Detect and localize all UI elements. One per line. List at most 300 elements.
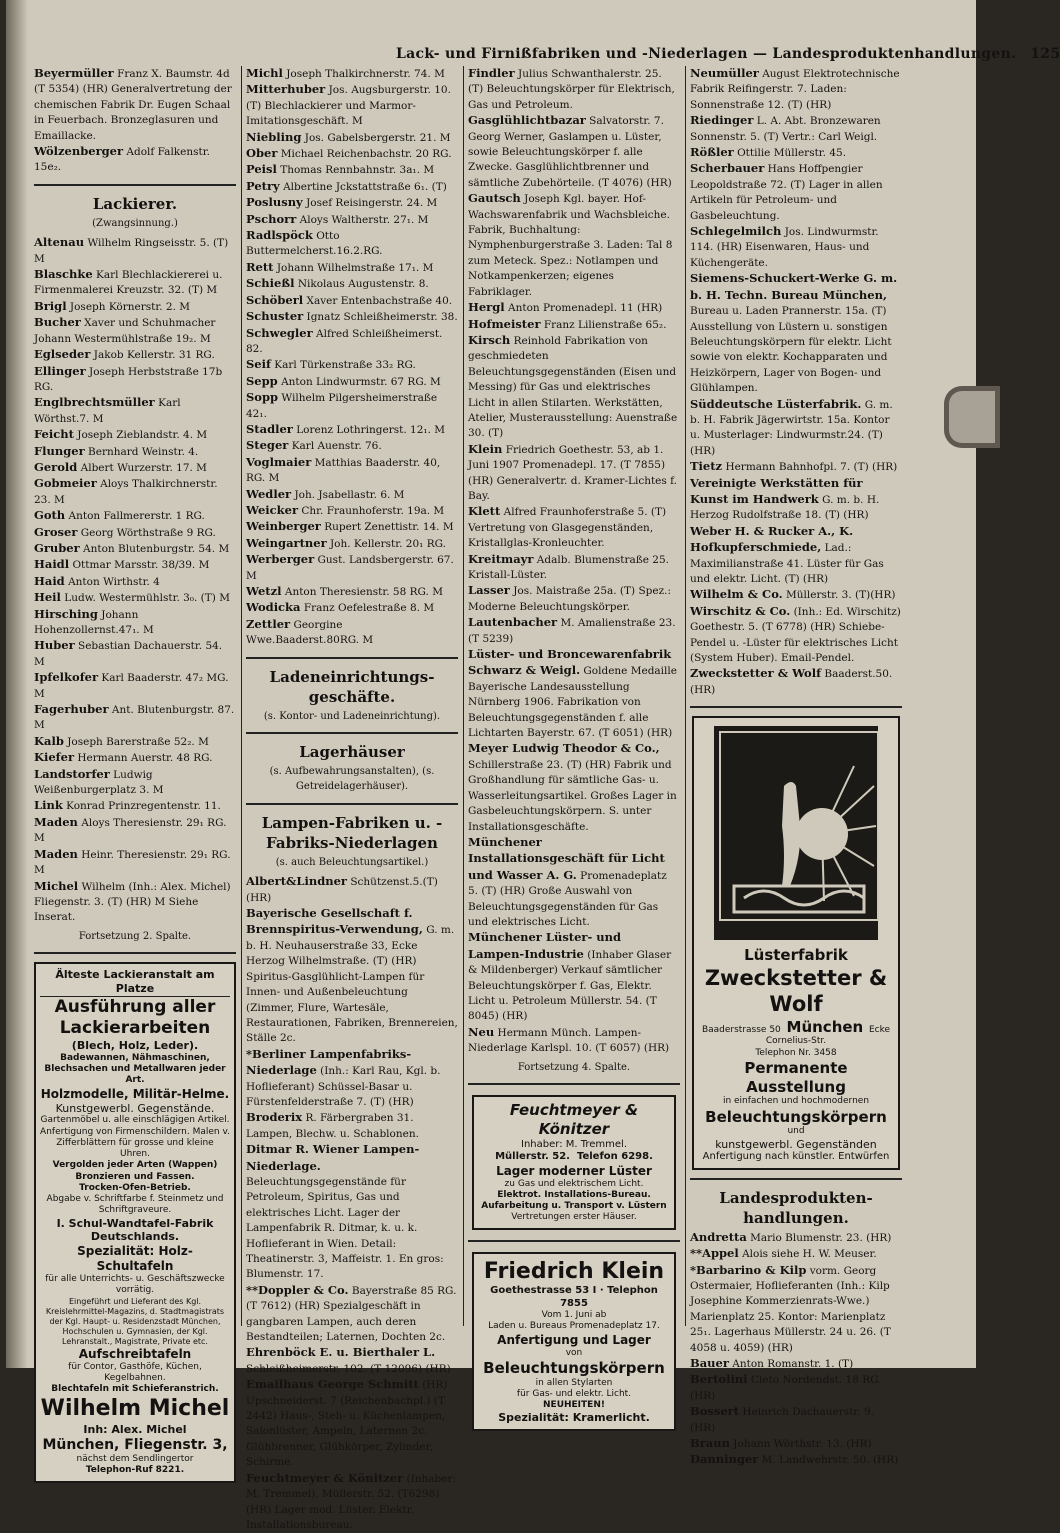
entry-name: Beyermüller	[34, 66, 114, 80]
entry-text: Otto Buttermelcherst.16.2.RG.	[246, 230, 383, 258]
ad-line: Trocken-Ofen-Betrieb.	[79, 1182, 191, 1193]
entry-text: Joseph Körnerstr. 2. M	[69, 300, 191, 313]
entry-name: Bayerische Gesellschaft f. Brennspiritus-Verwendung,	[246, 906, 423, 937]
entry-name: Mitterhuber	[246, 82, 326, 97]
entry-text: Franz Oefelestraße 8. M	[303, 602, 435, 615]
entry-text: Anton Wirthstr. 4	[68, 575, 160, 588]
directory-entry	[468, 191, 680, 300]
column-3	[468, 66, 680, 1441]
landesprodukten-entries	[690, 1230, 902, 1469]
entry-text: Anton Fallmererstr. 1 RG.	[68, 510, 205, 523]
ad-line: NEUHEITEN!	[543, 1400, 605, 1410]
entry-name: Weicker	[246, 502, 299, 517]
entry-name: Gerold	[34, 459, 78, 474]
entry-text: Jos. Lindwurmstr. 114. (HR) Eisenwaren, Haus- und Küchengeräte.	[690, 226, 879, 269]
entry-text: Johann Wilhelmstraße 17₁. M	[276, 261, 434, 274]
entry-text: Albertine Jckstattstraße 6₁. (T)	[283, 180, 447, 193]
entry-text: Matthias Baaderstr. 40, RG. M	[246, 456, 441, 485]
ad-line: und	[787, 1126, 805, 1137]
lampen-entries	[246, 874, 458, 1533]
entry-text: Adalb. Blumenstraße 25. Kristall-Lüster.	[468, 553, 670, 581]
entry-text: Georg Wörthstraße 9 RG.	[80, 526, 216, 539]
entry-name: Weinberger	[246, 519, 321, 534]
entry-name: Groser	[34, 524, 78, 539]
directory-entry	[690, 1246, 902, 1262]
entry-name: Gruber	[34, 540, 80, 555]
directory-entry	[690, 161, 902, 224]
entry-text: Michael Reichenbachstr. 20 RG.	[280, 148, 452, 161]
ad-line: Holzmodelle, Militär-Helme.	[40, 1086, 230, 1101]
entry-text: Julius Schwanthalerstr. 25. (T) Beleuchtungskörper für Elektrisch, Gas und Petroleum.	[468, 68, 675, 111]
entry-text: Alfred Fraunhoferstraße 5. (T) Vertretung von Glasgegenständen, Kristallglas-Kronleuchter.	[468, 506, 667, 550]
ad-line: Lackierarbeiten	[59, 1017, 211, 1038]
directory-entry	[34, 267, 236, 299]
entry-name: Gasglühlichtbazar	[468, 113, 586, 128]
entry-text: Anton Blutenburgstr. 54. M	[83, 542, 230, 555]
running-title: Lack- und Firnißfabriken und -Niederlagen — Landesproduktenhandlungen.	[396, 46, 1017, 62]
directory-entry	[34, 702, 236, 734]
column-2	[246, 66, 458, 1533]
directory-entry	[468, 647, 680, 741]
section-heading-lackierer: Lackierer.	[92, 194, 178, 213]
column-rule	[241, 66, 242, 1326]
directory-entry	[34, 767, 236, 799]
divider	[468, 1240, 680, 1242]
entry-text: G. m. b. H. Neuhauserstraße 33, Ecke Herzog Wilhelmstraße. (T) (HR) Spiritus-Gasglühlicht-Lampen für Innen- und Außenbeleuchtung (Zimmer, Flure, Wartesäle, Restaurationen, Fabriken, Brennereien, Ställe 2c.	[246, 924, 458, 1045]
column-4	[690, 66, 902, 1469]
directory-entry	[246, 309, 458, 325]
entry-text: Jakob Kellerstr. 31 RG.	[93, 349, 215, 362]
entry-text: Reinhold Fabrikation von geschmiedeten Beleuchtungsgegenständen (Eisen und Messing) für Gas und elektrisches Licht in allen Stilarten. Werkstätten, Atelier, Musterausstellung: Auenstraße 30. (T)	[468, 334, 678, 440]
entry-text: Joseph Thalkirchnerstr. 74. M	[286, 68, 445, 80]
divider	[468, 1083, 680, 1085]
entry-text: M. Amalienstraße 23. (T 5239)	[468, 617, 676, 645]
directory-entry	[468, 66, 680, 113]
entry-name: Weingartner	[246, 535, 327, 550]
entry-name: Hergl	[468, 300, 505, 315]
entry-name: Albert&Lindner	[246, 874, 347, 889]
entry-name: Lüster- und Broncewarenfabrik Schwarz & Weigl.	[468, 647, 672, 678]
ad-line: zu Gas und elektrischem Licht.	[504, 1178, 644, 1189]
directory-entry	[34, 815, 236, 847]
ad-line: (Blech, Holz, Leder).	[71, 1039, 199, 1053]
ad-line: für Contor, Gasthöfe, Küchen, Kegelbahnen.	[68, 1361, 202, 1383]
page-header	[396, 46, 1060, 62]
entry-text: Müllerstr. 3. (T)(HR)	[786, 589, 896, 602]
entry-text: Ottmar Marsstr. 38/39. M	[72, 559, 210, 572]
ad-line: Anfertigung und Lager	[497, 1332, 651, 1347]
ad-line: von	[565, 1347, 583, 1358]
entry-text: Josef Reisingerstr. 24. M	[306, 197, 438, 210]
entry-name: Schwegler	[246, 325, 313, 340]
entry-text: Hans Hoffpengier Leopoldstraße 72. (T) Lager in allen Artikeln für Petroleum- und Gasbeleuchtung.	[690, 163, 883, 222]
directory-entry	[34, 798, 236, 814]
entry-name: Wetzl	[246, 584, 282, 598]
directory-entry	[34, 508, 236, 524]
entry-text: Adolf Falkenstr. 15e₂.	[34, 146, 210, 174]
entry-text: Franz X. Baumstr. 4d (T 5354) (HR) Generalvertretung der chemischen Fabrik Dr. Eugen Schaal in Feuerbach. Bronzeglasuren und Emaillacke.	[34, 68, 232, 142]
entry-text: (HR) Upschneiderst. 7 (Reichenbachpl.) (T 2442) Haus-, Steh- u. Küchenlampen, Salonlüster, Ampeln, Laternen 2c. Glühbrenner, Glühkörper, Zylinder, Schirme.	[246, 1379, 448, 1469]
directory-entry	[246, 276, 458, 292]
entry-name: Kalb	[34, 733, 64, 748]
ad-line: Laden u. Bureaus Promenadeplatz 17.	[488, 1321, 660, 1332]
ad-line: in einfachen und hochmodernen	[722, 1096, 870, 1107]
entry-text: (Inh.: Karl Rau, Kgl. b. Hoflieferant) Schüssel-Basar u. Fürstenfelderstraße 7. (T) (HR)	[246, 1065, 441, 1108]
entry-name: Schlegelmilch	[690, 224, 782, 239]
entry-text: vorm. Georg Ostermaier, Hoflieferanten (Inh.: Kilp Josephine Kommerzienrats-Wwe.) Marienplatz 25. Kontor: Marienplatz 25₁. Lagerhaus Müllerstr. 24 u. 26. (T 4058 u. 4059) (HR)	[690, 1264, 891, 1354]
entry-name: Steger	[246, 438, 289, 453]
entry-text: Friedrich Goethestr. 53, ab 1. Juni 1907 Promenadepl. 17. (T 7855) (HR) Generalvertr. d. Kramer-Lichtes f. Bay.	[468, 443, 677, 502]
directory-entry	[246, 1377, 458, 1470]
entry-name: Bertolini	[690, 1372, 748, 1387]
directory-entry	[246, 584, 458, 600]
entry-text: Thomas Rennbahnstr. 3a₁. M	[280, 164, 435, 177]
entry-name: Weber H. & Rucker A., K. Hofkupferschmiede,	[690, 523, 854, 555]
directory-entry	[246, 390, 458, 422]
entry-text: Anton Theresienstr. 58 RG. M	[284, 586, 443, 598]
entry-text: August Elektrotechnische Fabrik Reifingerstr. 7. Laden: Sonnenstraße 12. (T) (HR)	[690, 68, 900, 111]
directory-entry	[246, 617, 458, 649]
entry-name: Riedinger	[690, 113, 754, 128]
directory-entry	[34, 395, 236, 427]
entry-name: Feicht	[34, 427, 74, 442]
directory-entry	[690, 604, 902, 667]
entry-name: Haidl	[34, 557, 70, 572]
directory-entry	[246, 503, 458, 519]
entry-text: Heinr. Theresienstr. 29₁ RG. M	[34, 848, 231, 877]
directory-entry	[468, 741, 680, 834]
lackierer-entries	[34, 235, 236, 925]
ad-line: Aufschreibtafeln	[78, 1346, 192, 1361]
entry-text: Hermann Auerstr. 48 RG.	[77, 752, 213, 765]
entry-text: L. A. Abt. Bronzewaren Sonnenstr. 5. (T) Vertr.: Carl Weigl.	[690, 115, 881, 143]
directory-entry	[246, 146, 458, 162]
divider	[34, 184, 236, 186]
entry-name: Klett	[468, 504, 501, 519]
ad-line: Ecke Cornelius-Str.	[765, 1024, 891, 1047]
entry-name: Bauer	[690, 1356, 729, 1370]
directory-entry	[34, 607, 236, 639]
entry-name: Sopp	[246, 390, 279, 405]
entry-name: Haid	[34, 573, 65, 588]
ad-feuchtmeyer	[472, 1095, 676, 1230]
section-heading-lampen: Lampen-Fabriken u. -Fabriks-Niederlagen	[261, 813, 443, 852]
entry-text: Hermann Bahnhofpl. 7. (T) (HR)	[725, 461, 898, 474]
directory-entry	[246, 66, 458, 82]
divider	[34, 952, 236, 954]
ad-line: Elektrot. Installations-Bureau.	[497, 1189, 651, 1200]
ad-line: Müllerstr. 52.	[495, 1151, 570, 1162]
entry-name: Danninger	[690, 1452, 759, 1467]
section-heading-lagerhaeuser: Lagerhäuser	[299, 743, 405, 762]
entry-text: Wilhelm Ringseisstr. 5. (T) M	[34, 237, 229, 265]
entry-name: Vereinigte Werkstätten für Kunst im Handwerk	[690, 475, 863, 506]
entry-text: G. m. b. H. Fabrik Jägerwirtstr. 15a. Kontor u. Musterlager: Lindwurmstr.24. (T)(HR)	[690, 398, 893, 457]
entry-name: Michl	[246, 66, 283, 80]
directory-entry	[246, 1142, 458, 1283]
entry-text: Chr. Fraunhoferstr. 19a. M	[301, 504, 445, 517]
directory-entry	[34, 235, 236, 267]
directory-entry	[246, 82, 458, 129]
entry-name: Fagerhuber	[34, 702, 109, 717]
entry-name: Eglseder	[34, 347, 91, 362]
directory-page	[6, 0, 1060, 1531]
entry-name: Heil	[34, 590, 61, 605]
entry-text: Aloys Thalkirchnerstr. 23. M	[34, 478, 218, 506]
ad-line: Abgabe v. Schriftfarbe f. Steinmetz und Schriftgraveure.	[46, 1194, 224, 1216]
ad-line: Ausführung aller	[54, 996, 216, 1017]
entry-text: Lorenz Lothringerst. 12₁. M	[296, 423, 446, 436]
directory-entry	[690, 476, 902, 524]
directory-entry	[468, 113, 680, 191]
ad-line: für alle Unterrichts- u. Geschäftszwecke vorrätig.	[45, 1274, 225, 1296]
directory-entry	[690, 524, 902, 588]
entry-name: Wirschitz & Co.	[690, 603, 791, 618]
entry-name: Ehrenböck E. u. Bierthaler L.	[246, 1345, 436, 1360]
entry-text: Joseph Barerstraße 52₂. M	[67, 735, 209, 748]
divider	[690, 1178, 902, 1180]
directory-entry	[246, 519, 458, 535]
entry-text: Anton Romanstr. 1. (T)	[732, 1358, 854, 1370]
directory-entry	[690, 224, 902, 271]
directory-entry	[246, 600, 458, 616]
entry-name: Maden	[34, 814, 78, 829]
ad-line: München, Fliegenstr. 3,	[42, 1436, 228, 1453]
ad-line: Goethestrasse 53 I · Telephon 7855	[490, 1285, 658, 1309]
entry-text: Johann Hohenzollernst.47₁. M	[34, 608, 154, 636]
entry-name: Kreitmayr	[468, 551, 534, 566]
entry-text: Konrad Prinzregentenstr. 11.	[66, 800, 221, 813]
entry-text: Bayerstraße 85 RG. (T 7612) (HR) Spezialgeschäft in gangbaren Lampen, auch deren Bestandteilen; Laternen, Dochten 2c.	[246, 1284, 457, 1344]
entry-name: Werberger	[246, 552, 315, 567]
continuation-note: Fortsetzung 2. Spalte.	[78, 930, 192, 942]
entry-text: Heinrich Dachauerstr. 9. (HR)	[690, 1406, 874, 1434]
directory-entry	[246, 455, 458, 487]
entry-name: Feuchtmeyer & Könitzer	[246, 1470, 404, 1485]
entry-name: **Doppler & Co.	[246, 1282, 349, 1297]
ad-line: Feuchtmeyer & Könitzer	[509, 1101, 639, 1138]
directory-entry	[246, 326, 458, 358]
entry-text: Mario Blumenstr. 23. (HR)	[750, 1231, 892, 1244]
ad-line: Wilhelm Michel	[40, 1396, 230, 1422]
entry-name: Goth	[34, 508, 66, 523]
entry-text: G. m. b. H. Herzog Rudolfstraße 18. (T) (HR)	[690, 493, 880, 522]
entry-name: Ditmar R. Wiener Lampen-Niederlage.	[246, 1142, 420, 1173]
entry-name: Stadler	[246, 421, 293, 436]
entry-name: Niebling	[246, 129, 302, 144]
directory-entry	[246, 195, 458, 211]
entry-name: Meyer Ludwig Theodor & Co.,	[468, 741, 660, 756]
entry-name: Emailhaus George Schmitt	[246, 1377, 419, 1392]
entry-text: Cleto Nordendst. 18 RG.(HR)	[690, 1374, 882, 1402]
directory-entry	[34, 879, 236, 926]
entry-text: Promenadeplatz 5. (T) (HR) Große Auswahl von Beleuchtungsgegenständen für Gas und elektrisches Licht.	[468, 869, 667, 928]
divider	[690, 706, 902, 708]
entry-text: Schleißheimerstr. 102. (T 12096) (HR)	[246, 1362, 451, 1375]
entry-text: Hermann Münch. Lampen-Niederlage Karlspl. 10. (T 6057) (HR)	[468, 1026, 670, 1055]
section-reference: (s. Kontor- und Ladeneinrichtung).	[263, 710, 441, 722]
lampen-entries-final	[690, 66, 902, 698]
directory-entry	[34, 638, 236, 670]
entry-name: Bucher	[34, 315, 81, 330]
entry-text: Ignatz Schleißheimerstr. 38.	[306, 311, 458, 324]
lampen-entries-cont	[468, 66, 680, 1057]
entry-name: Pschorr	[246, 211, 297, 226]
page-number: 125	[1030, 46, 1060, 62]
entry-text: Georgine Wwe.Baaderst.80RG. M	[246, 618, 374, 647]
directory-entry	[246, 874, 458, 906]
entry-name: Münchener Installationsgeschäft für Licht und Wasser A. G.	[468, 834, 665, 882]
directory-entry	[34, 734, 236, 750]
entry-text: Karl Wörthst.7. M	[34, 397, 181, 425]
directory-entry	[246, 374, 458, 390]
entry-text: Schützenst.5.(T)(HR)	[246, 876, 438, 904]
directory-entry	[690, 1404, 902, 1436]
ad-line: Telephon Nr. 3458	[755, 1047, 837, 1058]
directory-entry	[246, 212, 458, 228]
directory-entry	[690, 1230, 902, 1246]
directory-entry	[468, 835, 680, 930]
entry-name: Hirsching	[34, 606, 98, 621]
directory-entry	[34, 847, 236, 879]
ad-line: Älteste Lackieranstalt am Platze	[40, 968, 230, 997]
ad-line: für Gas- und elektr. Licht.	[516, 1388, 632, 1399]
ad-line: Friedrich Klein	[483, 1258, 665, 1284]
divider	[246, 657, 458, 659]
entry-text: Ludw. Westermühlstr. 3₀. (T) M	[64, 592, 230, 605]
ad-wilhelm-michel	[34, 962, 236, 1483]
ad-zweckstetter-wolf	[692, 716, 900, 1170]
entry-text: Karl Auenstr. 76.	[291, 440, 382, 453]
entry-text: Joseph Zieblandstr. 4. M	[77, 429, 208, 442]
entry-name: Lautenbacher	[468, 615, 558, 630]
directory-entry	[246, 1471, 458, 1533]
entry-name: Hofmeister	[468, 316, 541, 331]
entry-name: *Berliner Lampenfabriks-Niederlage	[246, 1046, 412, 1078]
entry-text: Anton Promenadepl. 11 (HR)	[508, 302, 663, 315]
ad-line: Aufarbeitung u. Transport v. Lüstern	[481, 1201, 667, 1211]
entry-text: Nikolaus Augustenstr. 8.	[297, 278, 429, 291]
entry-text: Wilhelm (Inh.: Alex. Michel) Fliegenstr. 3. (T) (HR) M Siehe Inserat.	[34, 880, 231, 924]
entry-text: Albert Wurzerstr. 17. M	[80, 461, 207, 474]
entry-text: Beleuchtungsgegenstände für Petroleum, Spiritus, Gas und elektrisches Licht. Lager der Lampenfabrik R. Ditmar, k. u. k. Hoflieferant in Wien. Detail: Theatinerstr. 3, Maffeistr. 1. En gros: Blumenstr. 17.	[246, 1175, 444, 1281]
directory-entry	[34, 427, 236, 443]
entry-text: Jos. Maistraße 25a. (T) Spez.: Moderne Beleuchtungskörper.	[468, 585, 672, 613]
entry-name: Münchener Lüster- und Lampen-Industrie	[468, 930, 622, 961]
ad-line: Blechtafeln mit Schieferanstrich.	[51, 1384, 219, 1395]
directory-entry	[34, 541, 236, 557]
ad-line: Lager moderner Lüster	[496, 1163, 652, 1178]
entry-text: Rupert Zenettistr. 14. M	[324, 521, 454, 534]
entry-text: Jos. Gabelsbergerstr. 21. M	[304, 131, 451, 144]
directory-entry	[468, 333, 680, 442]
entry-name: **Appel	[690, 1246, 739, 1261]
entry-name: Kirsch	[468, 332, 511, 347]
entry-name: Brigl	[34, 298, 67, 313]
entry-name: Wilhelm & Co.	[690, 587, 783, 602]
column-rule	[463, 66, 464, 1326]
entry-name: Findler	[468, 66, 515, 80]
entry-name: Wölzenberger	[34, 144, 124, 159]
directory-entry	[246, 422, 458, 438]
entry-text: Ottilie Müllerstr. 45.	[737, 147, 847, 160]
entry-name: Peisl	[246, 162, 277, 177]
directory-entry	[34, 66, 236, 144]
entry-name: Schießl	[246, 276, 295, 291]
ad-line: Spezialität: Holz-Schultafeln	[77, 1244, 193, 1274]
ad-line: Zweckstetter & Wolf	[704, 966, 888, 1017]
directory-entry	[690, 397, 902, 460]
directory-entry	[690, 66, 902, 113]
entry-text: Franz Lilienstraße 65₂.	[543, 318, 667, 331]
directory-entry	[246, 552, 458, 584]
directory-entry	[246, 487, 458, 503]
entry-name: Lasser	[468, 583, 510, 598]
ad-line: Telefon 6298.	[576, 1151, 653, 1162]
directory-entry	[468, 300, 680, 316]
entry-text: Ludwig Weißenburgerplatz 3. M	[34, 768, 164, 797]
entry-name: *Barbarino & Kilp	[690, 1262, 807, 1277]
entry-name: Voglmaier	[246, 454, 312, 469]
entry-name: Sepp	[246, 373, 278, 388]
entry-text: (Inhaber Glaser & Mildenberger) Verkauf sämtlicher Beleuchtungskörper f. Gas, Elektr. Licht u. Petroleum Müllerstr. 54. (T 8045) (HR)	[468, 948, 672, 1023]
entry-text: Schillerstraße 23. (T) (HR) Fabrik und Großhandlung für sämtliche Gas- u. Wasserleitungsartikel. Großes Lager in Gasbeleuchtungskörpern. S. unter Installationsgeschäfte.	[468, 758, 677, 833]
directory-entry	[34, 315, 236, 347]
directory-entry	[246, 162, 458, 178]
entry-text: Karl Blechlackiererei u. Firmenmalerei Kreuzstr. 32. (T) M	[34, 269, 223, 297]
entry-text: (Inh.: Ed. Wirschitz) Goethestr. 5. (T 6778) (HR) Schiebe-Pendel u. -Lüster für elektrisches Licht (System Huber). Email-Pendel.	[690, 605, 901, 665]
entry-text: Ant. Blutenburgstr. 87. M	[34, 704, 235, 732]
entry-text: Sebastian Dachauerstr. 54. M	[34, 640, 223, 668]
column-1	[34, 66, 236, 1483]
directory-entry	[690, 145, 902, 161]
ad-line: Vergolden jeder Arten (Wappen) Bronzieren und Fassen.	[52, 1160, 218, 1182]
entry-name: Gobmeier	[34, 476, 97, 491]
ad-line: Kunstgewerbl. Gegenstände.	[55, 1101, 215, 1115]
ad-line: München	[786, 1017, 864, 1036]
entry-name: Zettler	[246, 616, 291, 631]
entry-name: Englbrechtsmüller	[34, 395, 155, 410]
ad-line: Inhaber: M. Tremmel.	[521, 1138, 627, 1150]
directory-entry	[34, 444, 236, 460]
ad-line: I. Schul-Wandtafel-Fabrik Deutschlands.	[56, 1216, 214, 1244]
lackierer-entries-cont	[246, 66, 458, 649]
directory-entry	[468, 317, 680, 333]
directory-entry	[468, 504, 680, 551]
directory-entry	[34, 590, 236, 606]
entry-name: Altenau	[34, 235, 85, 250]
entry-text: Salvatorstr. 7. Georg Werner, Gaslampen u. Lüster, sowie Beleuchtungskörper f. alle Zwecke. Gasglühlichtbrenner und sämtliche Zubehörteile. (T 4076) (HR)	[468, 115, 672, 189]
entry-name: Huber	[34, 638, 75, 653]
directory-entry	[246, 906, 458, 1047]
directory-entry	[690, 113, 902, 145]
entry-name: Süddeutsche Lüsterfabrik.	[690, 396, 862, 411]
entry-name: Michel	[34, 878, 79, 893]
lack-entries	[34, 66, 236, 176]
entry-text: Xaver Entenbachstraße 40.	[306, 294, 453, 307]
entry-name: Flunger	[34, 443, 85, 458]
entry-text: Bureau u. Laden Prannerstr. 15a. (T) Ausstellung von Lüstern u. sonstigen Beleuchtungskörpern für elektr. Licht sowie von elektr. Kochapparaten und Heizkörpern, Lager von Bogen- und Glühlampen.	[690, 305, 892, 395]
ad-line: Telephon-Ruf 8221.	[85, 1465, 185, 1476]
directory-entry	[246, 1047, 458, 1111]
directory-entry	[468, 930, 680, 1024]
directory-entry	[34, 347, 236, 363]
entry-text: Joh. Kellerstr. 20₁ RG.	[329, 537, 446, 550]
directory-entry	[34, 460, 236, 476]
entry-name: Ober	[246, 146, 278, 161]
entry-text: Wilhelm Pilgersheimerstraße 42₁.	[246, 392, 438, 420]
entry-text: Gust. Landsbergerstr. 67. M	[246, 554, 454, 582]
